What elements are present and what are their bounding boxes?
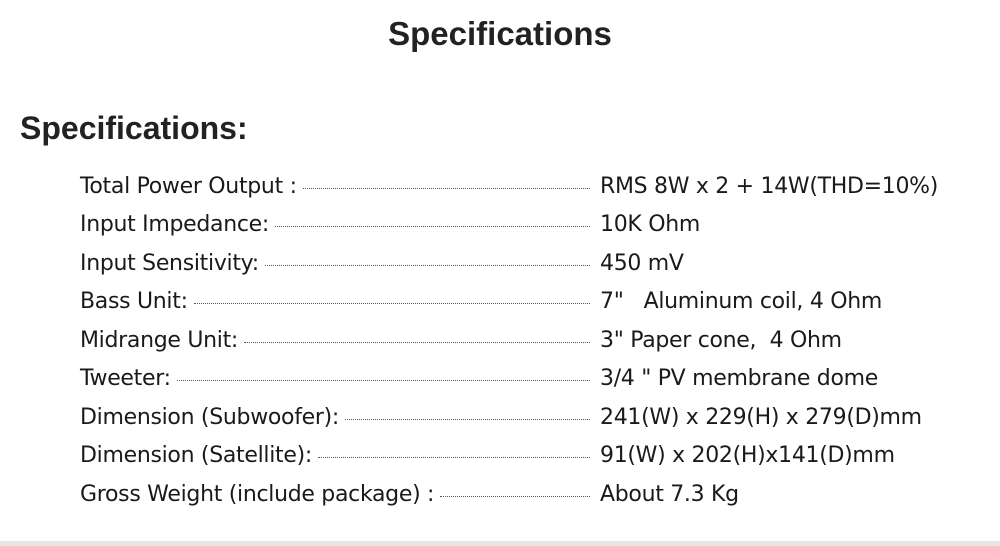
spec-label: Input Impedance:: [80, 212, 270, 238]
spec-label: Gross Weight (include package) :: [80, 481, 435, 507]
spec-row-bass-unit: [80, 283, 980, 322]
spec-value: 7" Aluminum coil, 4 Ohm: [600, 289, 883, 315]
dotted-leader: [177, 380, 590, 381]
spec-row-tweeter: [80, 360, 980, 399]
spec-row-input-sensitivity: [80, 244, 980, 283]
spec-row-total-power-output: [80, 167, 980, 206]
dotted-leader: [265, 265, 590, 266]
spec-row-dimension-subwoofer: [80, 398, 980, 437]
spec-value: 450 mV: [600, 250, 684, 276]
spec-list: [80, 167, 980, 514]
spec-label: Dimension (Satellite):: [80, 443, 313, 469]
dotted-leader: [303, 188, 590, 189]
spec-value: About 7.3 Kg: [600, 481, 739, 507]
spec-row-gross-weight: [80, 475, 980, 514]
spec-row-dimension-satellite: [80, 437, 980, 476]
spec-row-input-impedance: [80, 206, 980, 245]
spec-value: 3" Paper cone, 4 Ohm: [600, 327, 842, 353]
spec-value: 241(W) x 229(H) x 279(D)mm: [600, 404, 922, 430]
dotted-leader: [194, 303, 590, 304]
spec-label: Dimension (Subwoofer):: [80, 404, 340, 430]
page-title: Specifications: [388, 15, 612, 52]
spec-label: Midrange Unit:: [80, 327, 239, 353]
spec-value: 3/4 " PV membrane dome: [600, 366, 878, 392]
dotted-leader: [318, 457, 590, 458]
dotted-leader: [244, 342, 590, 343]
spec-value: 91(W) x 202(H)x141(D)mm: [600, 443, 895, 469]
spec-row-midrange-unit: [80, 321, 980, 360]
spec-label: Input Sensitivity:: [80, 250, 259, 276]
dotted-leader: [440, 496, 590, 497]
spec-label: Total Power Output :: [80, 173, 297, 199]
spec-label: Tweeter:: [80, 366, 171, 392]
bottom-divider: [0, 541, 1000, 546]
section-heading: Specifications:: [20, 110, 248, 146]
spec-value: RMS 8W x 2 + 14W(THD=10%): [600, 173, 939, 199]
dotted-leader: [345, 419, 590, 420]
spec-label: Bass Unit:: [80, 289, 188, 315]
dotted-leader: [275, 226, 590, 227]
spec-value: 10K Ohm: [600, 212, 701, 238]
